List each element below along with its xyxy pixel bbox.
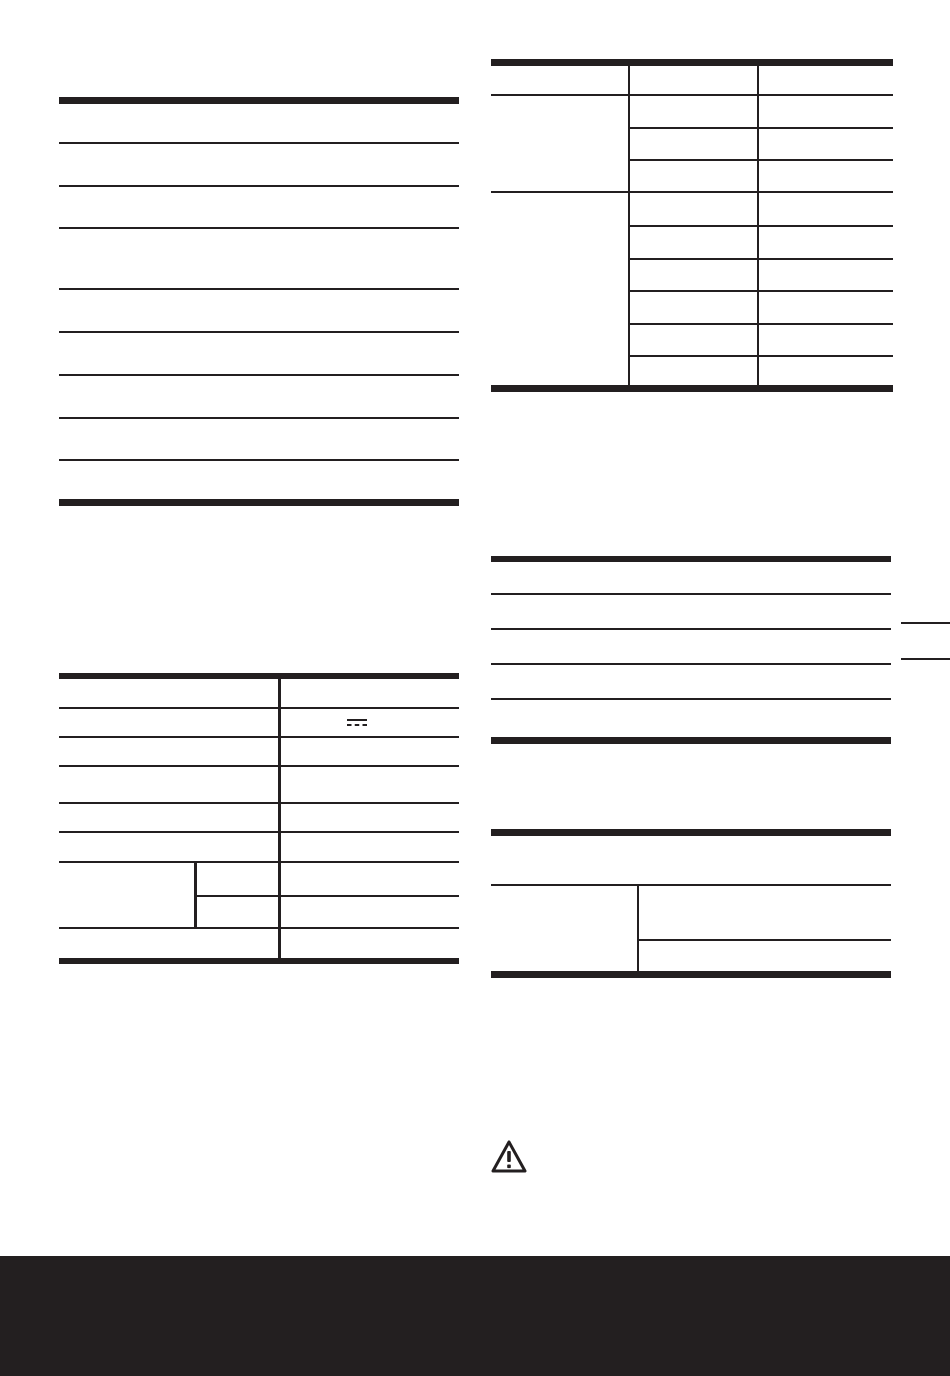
table-e-row-divider <box>59 831 459 833</box>
table-c-row-divider <box>491 698 891 700</box>
table-e-row-divider <box>59 927 459 929</box>
table-a-row-divider <box>59 185 459 187</box>
table-a-row-divider <box>59 374 459 376</box>
side-tab-bottom-rule <box>901 658 950 660</box>
footer-band <box>0 1256 950 1376</box>
table-e-row-divider <box>195 895 459 897</box>
table-b-row-divider <box>629 127 893 129</box>
table-b-bottom-rule <box>491 385 893 392</box>
table-d-row-divider <box>491 884 891 886</box>
table-e-row-divider <box>59 802 459 804</box>
table-a-row-divider <box>59 227 459 229</box>
table-a-row-divider <box>59 417 459 419</box>
table-b-column-divider <box>757 62 759 388</box>
table-b-top-rule <box>491 59 893 66</box>
table-d-row-divider <box>638 939 891 941</box>
table-e-row-divider <box>59 765 459 767</box>
table-a-bottom-rule <box>59 499 459 506</box>
table-d-bottom-rule <box>491 971 891 978</box>
table-b-row-divider <box>629 323 893 325</box>
table-c-bottom-rule <box>491 737 891 744</box>
table-d-top-rule <box>491 829 891 836</box>
table-e-column-divider <box>278 676 281 962</box>
table-a-row-divider <box>59 459 459 461</box>
table-b-row-divider <box>629 290 893 292</box>
table-e-bottom-rule <box>59 958 459 964</box>
table-e-row-divider <box>59 736 459 738</box>
table-e-column-divider <box>194 862 197 927</box>
table-d-column-divider <box>637 885 639 973</box>
table-b-row-divider <box>629 159 893 161</box>
table-c-row-divider <box>491 663 891 665</box>
table-b-row-divider <box>629 225 893 227</box>
table-a-row-divider <box>59 331 459 333</box>
table-b-column-divider <box>628 62 630 388</box>
table-e-row-divider <box>59 707 459 709</box>
warning-triangle-icon <box>490 1139 528 1175</box>
table-a-top-rule <box>59 97 459 104</box>
side-tab-top-rule <box>901 622 950 624</box>
table-c-row-divider <box>491 593 891 595</box>
table-e-row-divider <box>59 861 459 863</box>
direct-current-icon <box>347 718 367 728</box>
table-b-row-divider <box>491 191 893 193</box>
table-b-row-divider <box>629 258 893 260</box>
table-b-row-divider <box>491 94 893 96</box>
table-b-row-divider <box>629 355 893 357</box>
table-e-top-rule <box>59 673 459 679</box>
table-a-row-divider <box>59 288 459 290</box>
table-c-top-rule <box>491 556 891 562</box>
table-c-row-divider <box>491 628 891 630</box>
table-a-row-divider <box>59 142 459 144</box>
